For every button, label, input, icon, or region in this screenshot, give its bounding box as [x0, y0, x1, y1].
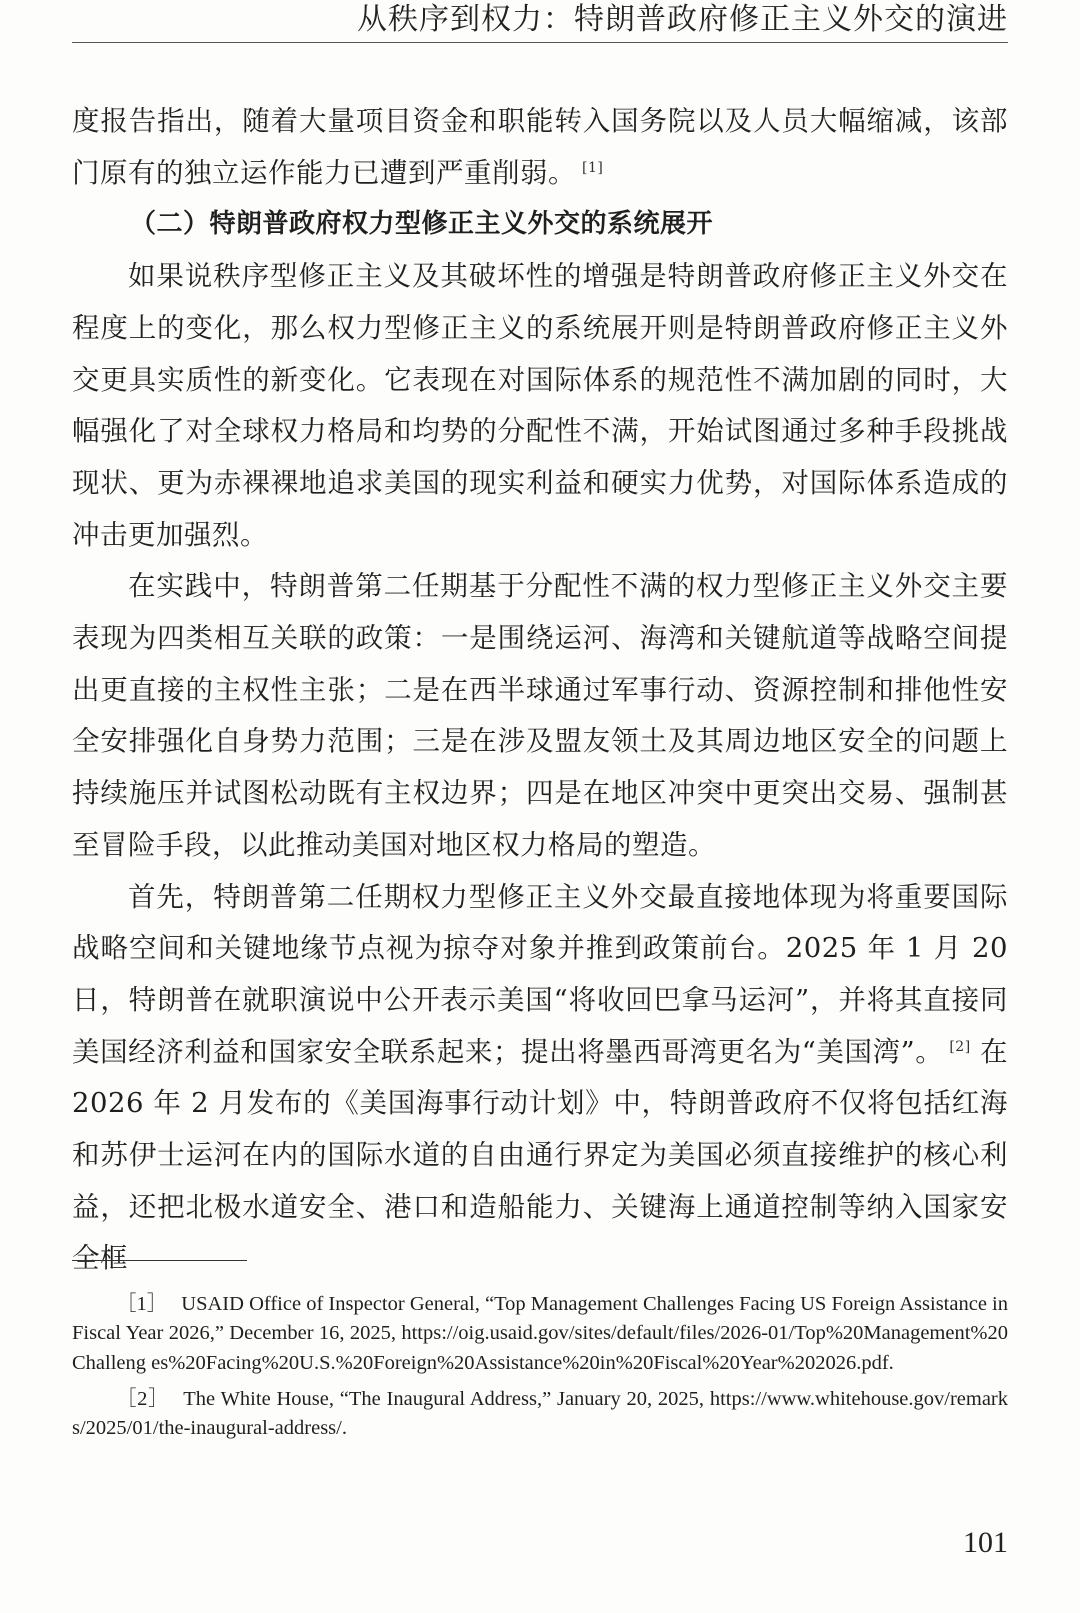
running-header-title: 从秩序到权力：特朗普政府修正主义外交的演进 [357, 2, 1008, 37]
footnote-2 [72, 1385, 1008, 1444]
page-number: 101 [963, 1526, 1008, 1559]
document-page [72, 0, 1008, 1613]
footnote-1 [72, 1290, 1008, 1378]
footnote-ref-2[interactable]: [2] [949, 1038, 971, 1055]
footnote-text: The White House, “The Inaugural Address,” January 20, 2025, https://www.whitehouse.gov/remarks/2025/01/the-inaugural-address/. [72, 1387, 1009, 1440]
footnote-number: ［1］ [116, 1293, 168, 1315]
footnote-divider [72, 1260, 247, 1261]
paragraph-text: 度报告指出，随着大量项目资金和职能转入国务院以及人员大幅缩减，该部门原有的独立运作能力已遭到严重削弱。 [72, 105, 1008, 189]
paragraph [72, 872, 1008, 1286]
section-heading: （二）特朗普政府权力型修正主义外交的系统展开 [130, 209, 714, 240]
header-divider [72, 42, 1008, 43]
paragraph: 如果说秩序型修正主义及其破坏性的增强是特朗普政府修正主义外交在程度上的变化，那么权力型修正主义的系统展开则是特朗普政府修正主义外交更具实质性的新变化。它表现在对国际体系的规范性不满加剧的同时，大幅强化了对全球权力格局和均势的分配性不满，开始试图通过多种手段挑战现状、更为赤裸裸地追求美国的现实利益和硬实力优势，对国际体系造成的冲击更加强烈。 [72, 260, 1008, 551]
footnotes [72, 1290, 1008, 1450]
footnote-text: USAID Office of Inspector General, “Top Management Challenges Facing US Foreign Assistance in Fiscal Year 2026,” December 16, 2025, https://oig.usaid.gov/sites/default/files/2026-01/Top%20Management%20Challeng es%20Facing%20U.S.%20Foreign%20Assistance%20in%20Fiscal%20Year%202026.pdf. [72, 1293, 1008, 1374]
body-text [72, 96, 1008, 1285]
paragraph: 在实践中，特朗普第二任期基于分配性不满的权力型修正主义外交主要表现为四类相互关联的政策：一是围绕运河、海湾和关键航道等战略空间提出更直接的主权性主张；二是在西半球通过军事行动、资源控制和排他性安全安排强化自身势力范围；三是在涉及盟友领土及其周边地区安全的问题上持续施压并试图松动既有主权边界；四是在地区冲突中更突出交易、强制甚至冒险手段，以此推动美国对地区权力格局的塑造。 [72, 570, 1008, 861]
footnote-number: ［2］ [116, 1387, 170, 1410]
footnote-ref-1[interactable]: [1] [582, 159, 604, 176]
paragraph-text: 首先，特朗普第二任期权力型修正主义外交最直接地体现为将重要国际战略空间和关键地缘节点视为掠夺对象并推到政策前台。2025 年 1 月 20 日，特朗普在就职演说中公开表示美国“将收回巴拿马运河”，并将其直接同美国经济利益和国家安全联系起来；提出将墨西哥湾更名为“美国湾”。 [72, 880, 1008, 1068]
paragraph-text: 在 2026 年 2 月发布的《美国海事行动计划》中，特朗普政府不仅将包括红海和苏伊士运河在内的国际水道的自由通行界定为美国必须直接维护的核心利益，还把北极水道安全、港口和造船能力、关键海上通道控制等纳入国家安全框 [72, 1035, 1008, 1275]
paragraph-continued [72, 96, 1008, 199]
